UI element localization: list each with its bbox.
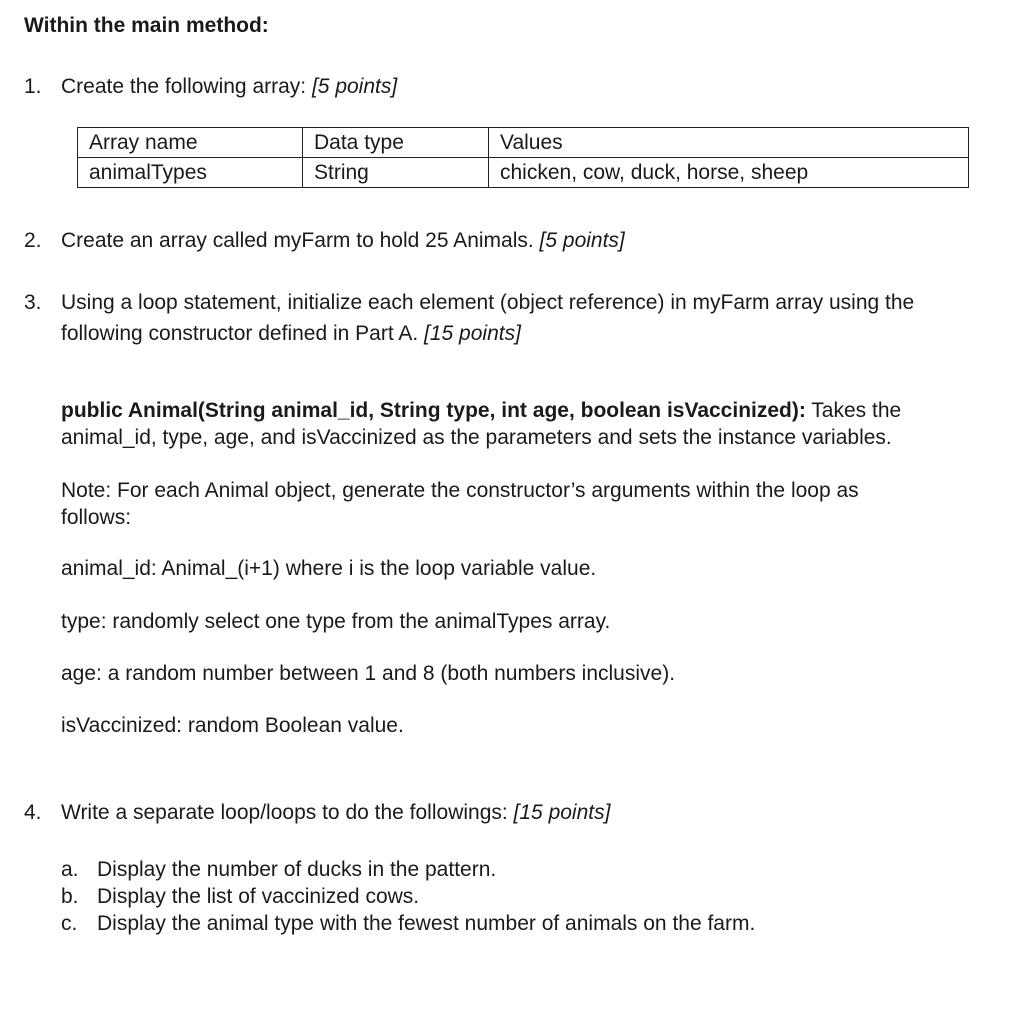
arg-animal-id: animal_id: Animal_(i+1) where i is the loop variable value. bbox=[61, 557, 597, 580]
constructor-description bbox=[61, 397, 991, 451]
item-4-points: [15 points] bbox=[513, 801, 611, 824]
sub-item-a bbox=[61, 856, 1001, 883]
item-4-number: 4. bbox=[24, 801, 42, 824]
cell-values: chicken, cow, duck, horse, sheep bbox=[489, 158, 969, 188]
header-values: Values bbox=[489, 128, 969, 158]
item-1-points: [5 points] bbox=[311, 75, 398, 98]
sub-item-b-letter: b. bbox=[61, 885, 79, 908]
item-1-number: 1. bbox=[24, 75, 42, 98]
item-3-points: [15 points] bbox=[424, 322, 521, 345]
arg-type: type: randomly select one type from the animalTypes array. bbox=[61, 610, 611, 633]
cell-data-type: String bbox=[303, 158, 489, 188]
note-line-2: follows: bbox=[61, 506, 132, 529]
header-array-name: Array name bbox=[78, 128, 303, 158]
sub-item-c bbox=[61, 910, 1001, 937]
constructor-signature: public Animal(String animal_id, String type, int age, boolean isVaccinized): bbox=[61, 399, 806, 422]
constructor-line-1 bbox=[61, 397, 991, 424]
constructor-desc-start: Takes the bbox=[805, 399, 902, 422]
sub-item-b bbox=[61, 883, 1001, 910]
item-2-number: 2. bbox=[24, 229, 42, 252]
item-3-number: 3. bbox=[24, 291, 42, 314]
item-4-label: Write a separate loop/loops to do the followings: bbox=[61, 801, 514, 824]
item-3-text bbox=[61, 289, 1001, 347]
constructor-line-2: animal_id, type, age, and isVaccinized as the parameters and sets the instance variables. bbox=[61, 426, 892, 449]
sub-item-a-letter: a. bbox=[61, 858, 79, 881]
sub-item-b-text: Display the list of vaccinized cows. bbox=[97, 885, 420, 908]
item-2-text bbox=[61, 227, 1001, 254]
arg-age: age: a random number between 1 and 8 (both numbers inclusive). bbox=[61, 662, 676, 685]
item-2-points: [5 points] bbox=[539, 229, 625, 252]
note-line-1: Note: For each Animal object, generate the constructor’s arguments within the loop as bbox=[61, 479, 859, 502]
item-1-text bbox=[61, 73, 1001, 100]
sub-item-c-text: Display the animal type with the fewest number of animals on the farm. bbox=[97, 912, 756, 935]
item-1-label: Create the following array: bbox=[61, 75, 312, 98]
header-data-type: Data type bbox=[303, 128, 489, 158]
cell-array-name: animalTypes bbox=[78, 158, 303, 188]
item-4-text bbox=[61, 799, 1001, 826]
array-table bbox=[77, 127, 969, 188]
table-header-row bbox=[78, 128, 969, 158]
section-heading: Within the main method: bbox=[24, 14, 269, 37]
item-3-line-2 bbox=[61, 320, 1001, 347]
arg-is-vaccinized: isVaccinized: random Boolean value. bbox=[61, 714, 404, 737]
sub-item-a-text: Display the number of ducks in the pattern. bbox=[97, 858, 497, 881]
sub-item-c-letter: c. bbox=[61, 912, 78, 935]
item-2-label: Create an array called myFarm to hold 25 Animals. bbox=[61, 229, 540, 252]
note bbox=[61, 477, 991, 531]
table-row bbox=[78, 158, 969, 188]
item-3-line-1: Using a loop statement, initialize each element (object reference) in myFarm array using the bbox=[61, 291, 915, 314]
item-3-label: following constructor defined in Part A. bbox=[61, 322, 425, 345]
